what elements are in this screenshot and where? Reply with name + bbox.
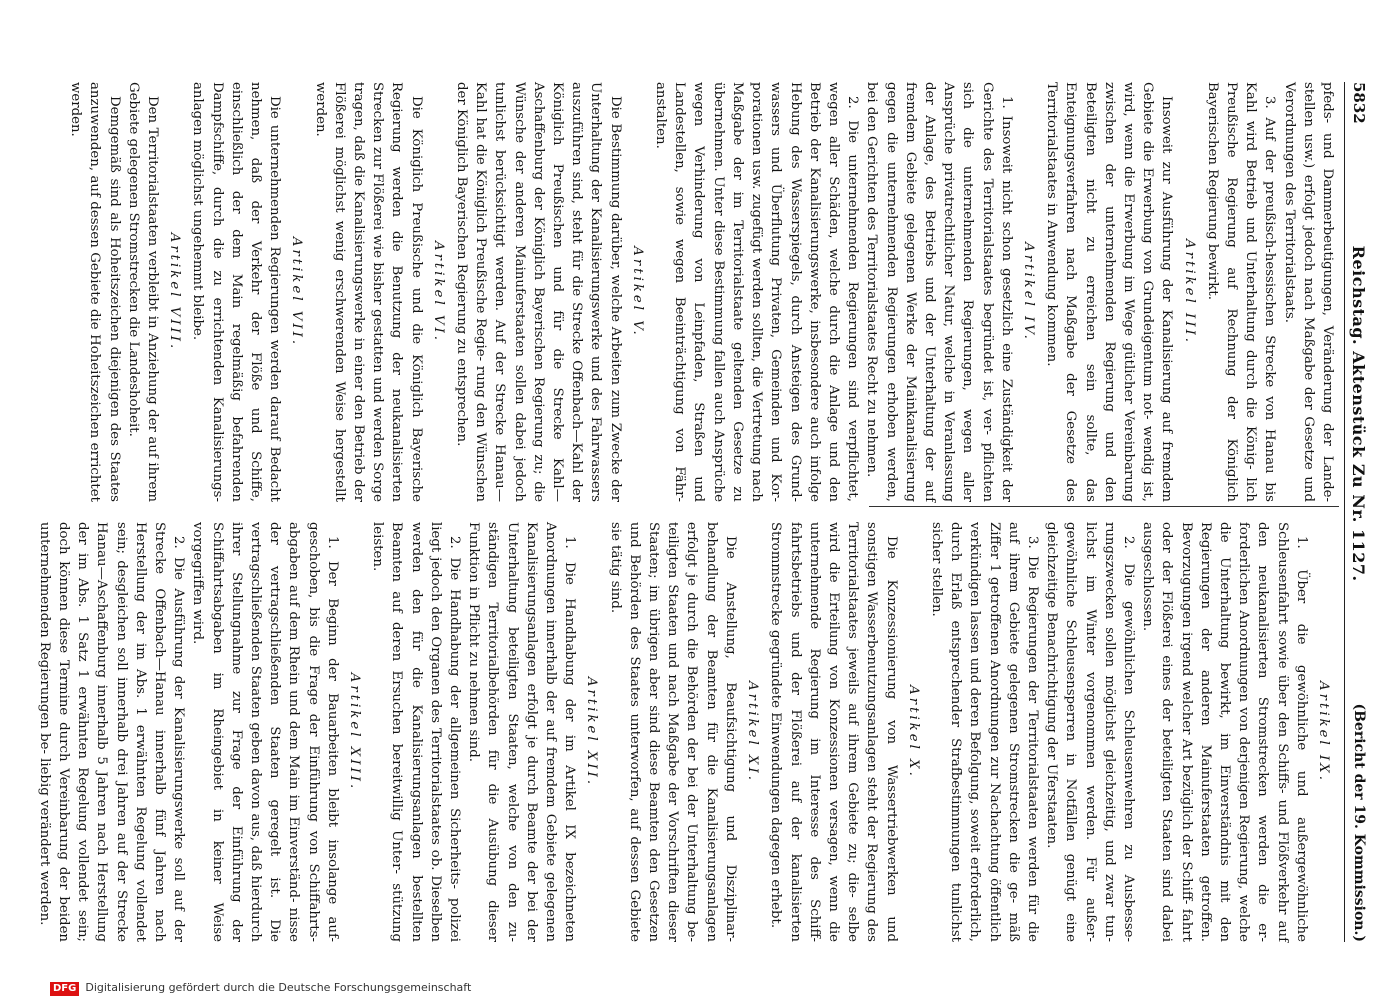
paragraph: Die unternehmenden Regierungen werden darauf Bedacht nehmen, daß der Verkehr der Flöße und Schiffe, einschließlich der dem Main regelmäßig befahrenden Dampfschiffe, durch die zu errichtenden Kanalisierungs- anlagen möglichst ungehemmt bleibe.	[190, 82, 283, 502]
article-heading: Artikel IX.	[1316, 681, 1331, 783]
digitization-text: Digitalisierung gefördert durch die Deutsche Forschungsgemeinschaft	[85, 981, 472, 994]
paragraph: Den Territorialstaaten verbleibt in Anziehung der auf ihrem Gebiete gelegenen Stromstrecken die Landeshoheit.	[125, 82, 161, 502]
page-header	[1345, 82, 1373, 942]
article-heading: Artikel III.	[1181, 239, 1197, 345]
paragraph: 3. Die Regierungen der Territorialstaaten werden für die auf ihrem Gebiete gelegenen Stromstrecken die ge- mäß Ziffer 1 getroffenen Anordnungen zur Nachachtung öffentlich verkündigen lassen und deren Befolgung, soweit erforderlich, durch Erlaß entsprechender Strafbestimmungen tunlichst sicher stellen.	[928, 522, 1040, 942]
paragraph: Insoweit zur Ausführung der Kanalisierung auf fremdem Gebiete die Erwerbung von Grundeigentum not- wendig ist, wird, wenn die Erwerbung im Wege gütlicher Vereinbarung zwischen der unternehmenden Regierung und den Beteiligten nicht zu erreichen sein sollte, das Enteignungsverfahren nach Maßgabe der Gesetze des Territorialstaates in Anwendung kommen.	[1044, 82, 1175, 502]
paragraph: 2. Die unternehmenden Regierungen sind verpflichtet, wegen aller Schäden, welche durch die Anlage und den Betrieb der Kanalisierungswerke, insbesondere auch infolge Hebung des Wasserspiegels, durch Ansteigen des Grund- wassers und Überflutung Privaten, Gemeinden und Kor- porationen usw. zugefügt werden sollten, die Vertretung nach Maßgabe der im Territorialstaate geltenden Gesetze zu übernehmen. Unter diese Bestimmung fallen auch Ansprüche wegen Verhinderung von Leinpfaden, Straßen und Landestellen, sowie wegen Beeinträchtigung von Fähr- anstalten.	[653, 82, 861, 502]
right-column	[36, 522, 1337, 942]
paragraph: Die Königlich Preußische und die Königlich Bayerische Regierung werden die Benutzung der neukanalisierten Strecken zur Flößerei wie bisher gestatten und werden Sorge tragen, daß die Kanalisierungswerke in einer den Betrieb der Flößerei möglichst wenig erschwerenden Weise hergestellt werden.	[312, 82, 424, 502]
article-heading: Artikel XIII.	[347, 672, 363, 792]
paragraph: 2. Die Handhabung der allgemeinen Sicherheits- polizei liegt jedoch den Organen des Territorialstaates ob. Dieselben werden den für die Kanalisierungsanlagen bestellten Beamten auf deren Ersuchen bereitwillig Unter- stützung leisten.	[370, 522, 463, 942]
article-heading: Artikel XI.	[745, 681, 761, 783]
article-heading: Artikel VII.	[289, 236, 305, 348]
paragraph: 2. Die gewöhnlichen Schleusenwehren zu Ausbesse- rungszwecken sollen möglichst gleichzeitig, und zwar tun- lichst im Winter vorgenommen werden. Für außer- gewöhnliche Schleusensperren in Notfällen genügt eine gleichzeitige Benachrichtigung der Uferstaaten.	[1044, 522, 1136, 942]
dfg-logo: DFG	[50, 982, 79, 996]
page-number: 5832	[1350, 82, 1368, 124]
header-rule	[1344, 82, 1345, 942]
paragraph: Die Konzessionierung von Wassertriebwerken und sonstigen Wasserbenutzungsanlagen steht der Regierung des Territorialstaates jeweils auf ihrem Gebiete zu; die- selbe wird die Erteilung von Konzessionen versagen, wenn die unternehmende Regierung im Interesse des Schiff- fahrtsbetriebs und der Flößerei auf der kanalisierten Strommstrecke gegründete Einwendungen dagegen erhebt.	[768, 522, 899, 942]
digitization-note	[0, 978, 1383, 998]
article-heading: Artikel V.	[629, 246, 645, 338]
paragraph: Die Bestimmung darüber, welche Arbeiten zum Zwecke der Unterhaltung der Kanalisierungswerke und des Fahrwassers auszuführen sind, steht für die Strecke Offenbach—Kahl der Königlich Preußischen und für die Strecke Kahl—Aschaffenburg der Königlich Bayerischen Regierung zu; die Wünsche der anderen Mainuferstaaten sollen dabei jedoch tunlichst berücksichtigt werden. Auf der Strecke Hanau—Kahl hat die Königlich Preußische Regie- rung den Wünschen der Königlich Bayerischen Regierung zu entsprechen.	[454, 82, 623, 502]
paragraph: 1. Der Beginn der Bauarbeiten bleibt insolange auf- geschoben, bis die Frage der Einführung von Schiffahrts- abgaben auf dem Rhein und dem Main im Einverständ- nisse der vertragschließenden Staaten geregelt ist. Die vertragschließenden Staaten geben davon aus, daß hierdurch ihrer Stellungnahme zur Frage der Einführung der Schiffahrtsabgaben im Rheingebiet in keiner Weise vorgegriffen wird.	[190, 522, 340, 942]
left-column	[67, 82, 1337, 502]
paragraph: Demgemäß sind als Hoheitszeichen diejenigen des Staates anzuwenden, auf dessen Gebiete die Hoheitszeichen errichtet werden.	[68, 82, 122, 502]
paragraph: 1. Über die gewöhnliche und außergewöhnliche Schleusenfahrt sowie über den Schiffs- und Flößverkehr auf den neukanalisierten Stromstrecken werden die er- forderlichen Anordnungen von derjenigen Regierung, welche die Unterhaltung bewirkt, im Einverständnis mit den Regierungen der anderen Mainuferstaaten getroffen. Bevorzugungen irgend welcher Art bezüglich der Schiff- fahrt oder der Flößerei eines der beteiligten Staaten sind dabei ausgeschlossen.	[1140, 522, 1309, 942]
column-divider	[869, 506, 1339, 507]
article-heading: Artikel VIII.	[167, 232, 183, 352]
article-heading: Artikel IV.	[1020, 242, 1036, 342]
paragraph: 1. Insoweit nicht schon gesetzlich eine Zuständigkeit der Gerichte des Territorialstaates begründet ist, ver- pflichten sich die unternehmenden Regierungen, wegen aller Ansprüche privatrechtlicher Natur, welche in Veranlassung der Anlage, des Betriebs und der Unterhaltung der auf fremdem Gebiete gelegenen Werke der Mainkanalisierung gegen die unternehmenden Regierungen erhoben werden, bei den Gerichten des Territorialstaates Recht zu nehmen.	[864, 82, 1014, 502]
paragraph: 3. Auf der preußisch-hessischen Strecke von Hanau bis Kahl wird Betrieb und Unterhaltung durch die König- lich Preußische Regierung auf Rechnung der Königlich Bayerischen Regierung bewirkt.	[1204, 82, 1278, 502]
article-heading: Artikel XII.	[584, 676, 600, 788]
paragraph: 2. Die Ausführung der Kanalisierungswerke soll auf der Strecke Offenbach—Hanau innerhalb fünf Jahren nach Herstellung der im Abs. 1 erwähnten Regelung vollendet sein; desgleichen soll innerhalb drei Jahren auf der Strecke Hanau—Aschaffenburg innerhalb 5 Jahren nach Herstellung der im Abs. 1 Satz 1 erwähnten Regelung vollendet sein; doch können diese Termine durch Vereinbarung der beiden unternehmenden Regierungen be- liebig verändert werden.	[36, 522, 187, 942]
paragraph: 1. Die Handhabung der im Artikel IX bezeichneten Anordnungen innerhalb der auf fremdem Gebiete gelegenen Kanalisierungsanlagen erfolgt je durch Beamte der bei der Unterhaltung beteiligten Staaten, welche von den zu- ständigen Territorialbehörden für die Ausübung dieser Funktion in Pflicht zu nehmen sind.	[466, 522, 578, 942]
article-heading: Artikel VI.	[430, 240, 446, 344]
article-heading: Artikel X.	[905, 685, 921, 779]
section-title: (Bericht der 19. Kommission.)	[1351, 703, 1367, 942]
running-title: Reichstag. Aktenstück Zu Nr. 1127.	[1349, 245, 1369, 582]
paragraph: pfeds- und Dammerbeutigungen, Veränderung der Lande- stellen usw.) erfolgt jedoch nach Maßgabe der Gesetze und Verordnungen des Territorialstaats.	[1281, 82, 1335, 502]
paragraph: Die Anstellung, Beaufsichtigung und Disziplinar- behandlung der Beamten für die Kanalisierungsanlagen erfolgt je durch die Behörden der bei der Unterhaltung be- teiligten Staaten und nach Maßgabe der Vorschriften dieser Staaten; im übrigen aber sind diese Beamten den Gesetzen und Behörden des Staates unterworfen, auf dessen Gebiete sie tätig sind.	[607, 522, 738, 942]
